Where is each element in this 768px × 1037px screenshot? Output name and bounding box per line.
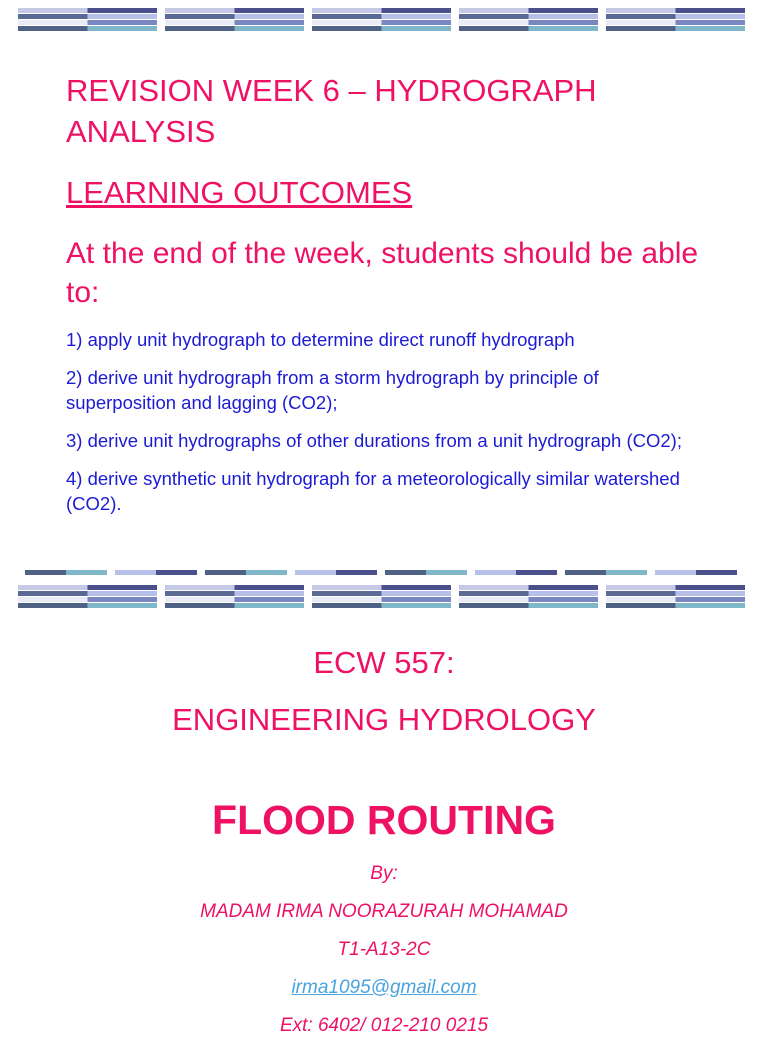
band-segment <box>606 5 745 33</box>
email-link[interactable]: irma1095@gmail.com <box>291 977 477 998</box>
learning-outcomes-heading: LEARNING OUTCOMES <box>66 175 413 210</box>
course-name: ENGINEERING HYDROLOGY <box>172 702 596 737</box>
band-segment <box>606 582 745 610</box>
outcomes-list <box>66 327 706 529</box>
band-segment <box>18 582 157 610</box>
band-segment <box>459 582 598 610</box>
band-segment <box>18 5 157 33</box>
top-decorative-band <box>18 5 745 33</box>
outcome-item: 2) derive unit hydrograph from a storm hydrograph by principle of superposition and lagging (CO2); <box>66 367 599 413</box>
room-code: T1-A13-2C <box>337 939 431 960</box>
email-line <box>0 977 768 999</box>
outcome-item: 1) apply unit hydrograph to determine direct runoff hydrograph <box>66 329 575 350</box>
band-segment <box>165 582 304 610</box>
band-segment <box>165 5 304 33</box>
outcome-item: 3) derive unit hydrographs of other durations from a unit hydrograph (CO2); <box>66 430 682 451</box>
by-label: By: <box>370 863 398 884</box>
band-segment <box>312 582 451 610</box>
course-code: ECW 557: <box>313 645 455 680</box>
second-decorative-band <box>18 582 745 610</box>
band-segment <box>312 5 451 33</box>
slide-bottom-divider <box>25 570 737 575</box>
band-segment <box>459 5 598 33</box>
phone-line: Ext: 6402/ 012-210 0215 <box>279 1015 489 1036</box>
slide-title: REVISION WEEK 6 – HYDROGRAPH ANALYSIS <box>66 73 597 149</box>
intro-text: At the end of the week, students should be able to: <box>66 237 699 309</box>
lecture-title: FLOOD ROUTING <box>212 797 556 843</box>
author-name: MADAM IRMA NOORAZURAH MOHAMAD <box>200 901 568 922</box>
outcome-item: 4) derive synthetic unit hydrograph for a meteorologically similar watershed (CO2). <box>66 468 680 514</box>
